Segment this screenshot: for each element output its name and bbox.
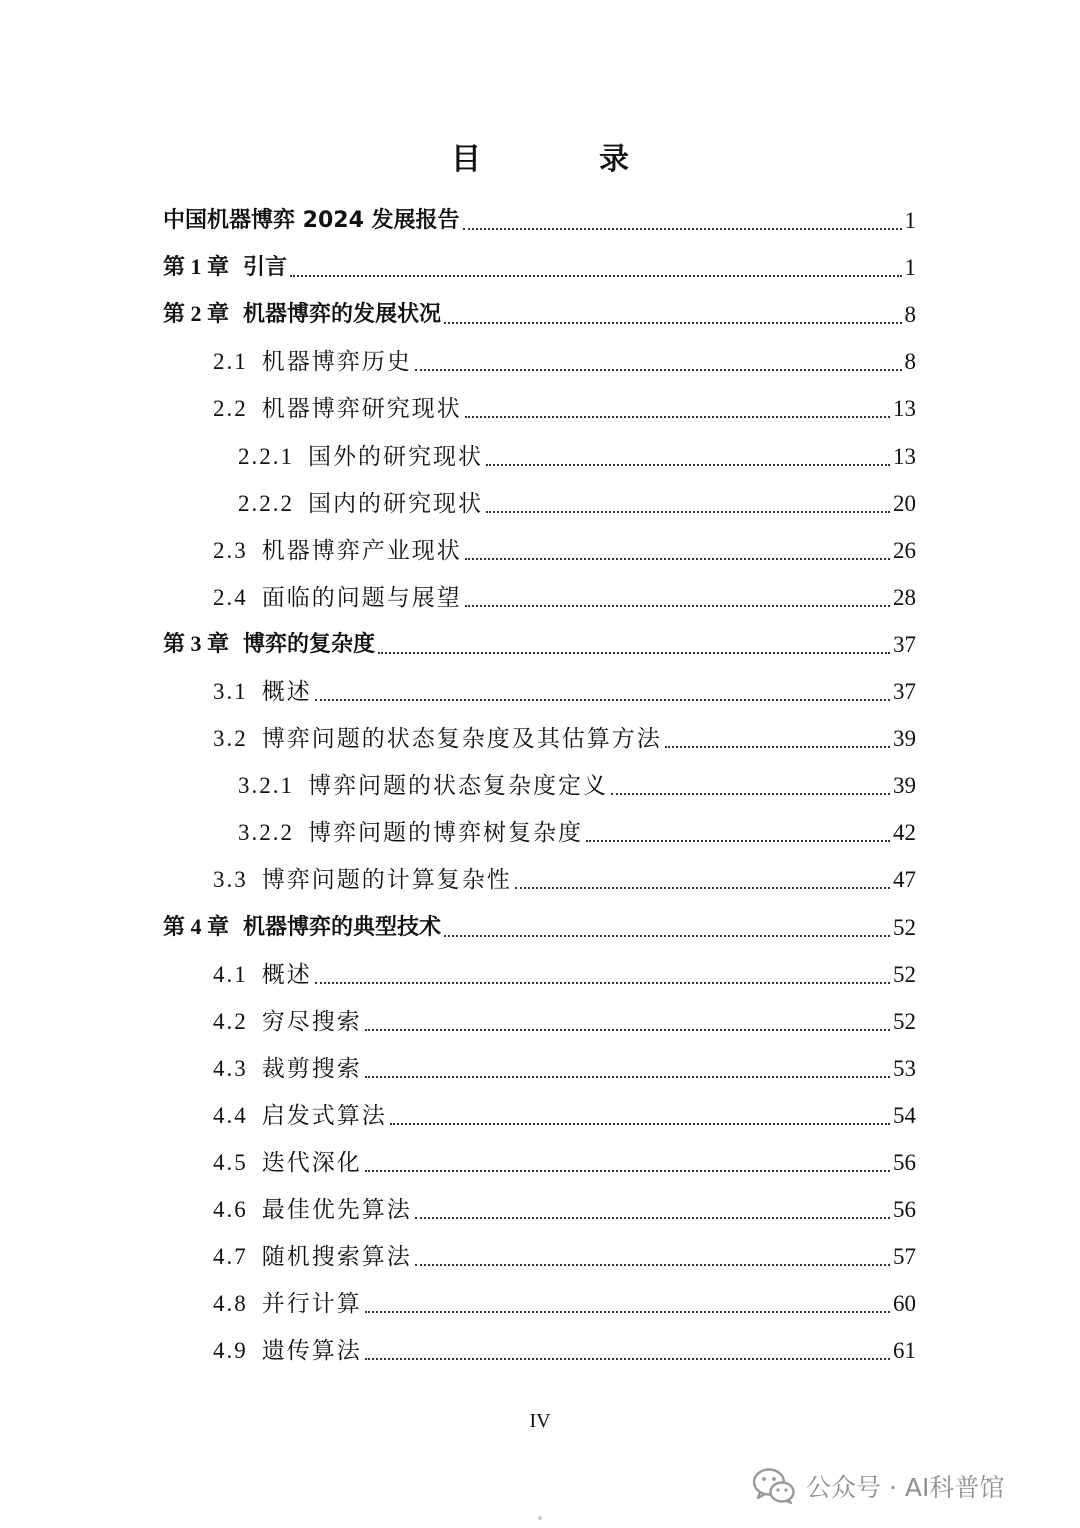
toc-entry-page: 60 [893, 1291, 916, 1317]
toc-entry[interactable] [238, 761, 916, 805]
toc-entry-page: 52 [893, 1008, 916, 1034]
toc-entry-page: 28 [893, 584, 916, 610]
toc-entry-text: 机器博弈研究现状 [261, 396, 462, 423]
toc-dot-leader [290, 274, 901, 277]
toc-entry-number: 4.4 [213, 1102, 248, 1128]
toc-dot-leader [444, 321, 901, 324]
toc-entry-text: 国内的研究现状 [308, 490, 483, 517]
toc-entry[interactable] [163, 903, 916, 947]
toc-entry-page: 42 [893, 820, 916, 846]
toc-dot-leader [315, 698, 890, 701]
toc-dot-leader [415, 1216, 890, 1219]
toc-entry[interactable] [213, 855, 916, 899]
toc-entry[interactable] [213, 1232, 916, 1276]
toc-entry-text: 博弈问题的计算复杂性 [261, 867, 512, 894]
toc-entry[interactable] [213, 997, 916, 1041]
toc-entry-text: 随机搜索算法 [261, 1244, 412, 1271]
toc-entry[interactable] [213, 1138, 916, 1182]
toc-entry-page: 8 [904, 349, 916, 375]
toc-entry-page: 56 [893, 1197, 916, 1223]
toc-entry-number: 第 3 章 [163, 630, 230, 656]
toc-entry[interactable] [163, 243, 916, 287]
toc-entry-label [213, 394, 462, 428]
toc-entry-number: 3.1 [213, 679, 248, 704]
toc-entry[interactable] [238, 432, 916, 476]
toc-entry-label [238, 489, 483, 523]
toc-entry[interactable] [213, 1091, 916, 1135]
toc-entry-page: 52 [893, 961, 916, 987]
toc-entry-text: 中国机器博弈 2024 发展报告 [163, 208, 460, 233]
toc-entry-text: 概述 [261, 961, 312, 988]
toc-entry[interactable] [213, 1185, 916, 1229]
toc-dot-leader [365, 1357, 890, 1360]
toc-entry-text: 穷尽搜索 [261, 1008, 362, 1035]
toc-entry-text: 迭代深化 [261, 1150, 362, 1176]
toc-entry-label [163, 206, 460, 240]
toc-dot-leader [465, 557, 890, 560]
toc-entry-number: 4.3 [213, 1055, 248, 1081]
toc-entry-page: 37 [893, 679, 916, 704]
toc-entry[interactable] [213, 526, 916, 570]
toc-entry-text: 遗传算法 [261, 1338, 362, 1365]
toc-dot-leader [365, 1310, 890, 1313]
toc-dot-leader [463, 227, 902, 230]
toc-entry-label [163, 299, 441, 334]
toc-entry[interactable] [213, 573, 916, 617]
toc-entry-number: 2.4 [213, 584, 248, 610]
toc-entry-label [163, 912, 441, 947]
toc-entry-label [213, 1195, 412, 1229]
toc-entry-page: 39 [893, 726, 916, 752]
toc-dot-leader [365, 1075, 890, 1078]
toc-entry-text: 机器博弈历史 [261, 349, 412, 376]
toc-entry-label [213, 677, 312, 711]
toc-entry-text: 博弈问题的博弈树复杂度 [308, 820, 583, 847]
toc-entry-label [213, 1336, 362, 1370]
toc-entry-label [238, 771, 608, 805]
toc-dot-leader [365, 1169, 890, 1172]
toc-dot-leader [415, 368, 902, 371]
wechat-icon [752, 1466, 796, 1506]
toc-entry-number: 第 2 章 [163, 301, 230, 327]
toc-entry-label [238, 442, 483, 476]
toc-entry[interactable] [213, 667, 916, 711]
toc-dot-leader [665, 745, 890, 748]
toc-entry-number: 4.8 [213, 1291, 248, 1317]
toc-entry-text: 机器博弈的发展状况 [243, 302, 442, 328]
toc-dot-leader [378, 651, 890, 654]
toc-entry-label [213, 724, 662, 758]
toc-entry-label [238, 818, 583, 852]
toc-entry-label [213, 1054, 362, 1088]
toc-entry-text: 裁剪搜索 [261, 1055, 362, 1082]
toc-entry-page: 47 [893, 867, 916, 893]
toc-entry-page: 26 [893, 537, 916, 563]
toc-entry-number: 4.9 [213, 1338, 248, 1364]
toc-entry[interactable] [163, 290, 916, 334]
toc-dot-leader [390, 1122, 890, 1125]
toc-entry-text: 面临的问题与展望 [261, 584, 462, 611]
toc-entry-page: 57 [893, 1244, 916, 1270]
toc-entry-page: 13 [893, 396, 916, 422]
toc-entry-text: 概述 [261, 679, 312, 705]
toc-entry-number: 3.2.2 [238, 820, 294, 846]
toc-entry-number: 2.3 [213, 537, 248, 563]
toc-entry-number: 2.2 [213, 396, 248, 422]
toc-entry[interactable] [238, 479, 916, 523]
toc-dot-leader [465, 604, 890, 607]
toc-dot-leader [486, 463, 890, 466]
toc-entry-label [213, 960, 312, 994]
toc-entry-number: 3.2 [213, 726, 248, 752]
toc-entry-number: 4.6 [213, 1197, 248, 1223]
toc-dot-leader [415, 1263, 890, 1266]
toc-entry-number: 第 1 章 [163, 254, 230, 280]
toc-dot-leader [465, 415, 890, 418]
watermark-text: 公众号 · AI科普馆 [806, 1473, 1005, 1502]
toc-entry-label [213, 583, 462, 617]
toc-entry-number: 4.7 [213, 1244, 248, 1270]
toc-entry-page: 39 [893, 773, 916, 799]
toc-dot-leader [486, 510, 890, 513]
toc-entry-page: 53 [893, 1055, 916, 1081]
toc-entry[interactable] [213, 714, 916, 758]
toc-entry-page: 8 [904, 302, 916, 328]
toc-entry[interactable] [213, 1326, 916, 1370]
toc-entry-label [163, 629, 375, 664]
toc-entry-page: 13 [893, 443, 916, 469]
toc-entry-text: 博弈的复杂度 [243, 631, 376, 657]
toc-entry-number: 2.2.2 [238, 490, 294, 516]
toc-entry-text: 国外的研究现状 [308, 443, 483, 470]
toc-entry[interactable] [213, 1279, 916, 1323]
toc-entry[interactable] [213, 337, 916, 381]
toc-entry-number: 2.1 [213, 349, 248, 375]
toc-dot-leader [586, 839, 890, 842]
toc-entry-number: 第 4 章 [163, 913, 230, 939]
toc-entry-label [163, 252, 287, 287]
toc-entry-number: 3.2.1 [238, 773, 294, 799]
toc-entry-label [213, 1289, 362, 1323]
watermark [752, 1464, 1052, 1508]
toc-entry-label [213, 865, 512, 899]
toc-entry-label [213, 1007, 362, 1041]
toc-entry-label [213, 347, 412, 381]
toc-entry[interactable] [163, 620, 916, 664]
bottom-dot [538, 1516, 542, 1520]
toc-entry-label [213, 1242, 412, 1276]
toc-entry-number: 4.1 [213, 961, 248, 987]
toc-entry[interactable] [213, 1044, 916, 1088]
toc-dot-leader [515, 886, 890, 889]
toc-entry-text: 并行计算 [261, 1291, 362, 1318]
toc-entry[interactable] [238, 808, 916, 852]
page-number: IV [529, 1410, 551, 1432]
toc-entry-number: 2.2.1 [238, 443, 294, 469]
toc-entry[interactable] [163, 196, 916, 240]
toc-entry-page: 56 [893, 1150, 916, 1175]
toc-entry-page: 1 [904, 255, 916, 281]
toc-entry-label [213, 1101, 387, 1135]
toc-entry-number: 4.2 [213, 1008, 248, 1034]
toc-dot-leader [365, 1028, 890, 1031]
toc-dot-leader [315, 981, 890, 984]
toc-entry-number: 4.5 [213, 1150, 248, 1175]
toc-entry-text: 博弈问题的状态复杂度及其估算方法 [261, 726, 662, 753]
toc-entry-page: 37 [893, 631, 916, 657]
toc-dot-leader [444, 934, 890, 937]
toc-entry-label [213, 1148, 362, 1182]
toc-title: 目 录 [451, 142, 673, 177]
toc-entry-page: 61 [893, 1338, 916, 1364]
toc-entry-text: 启发式算法 [261, 1102, 387, 1129]
toc-entry-label [213, 536, 462, 570]
toc-entry-text: 机器博弈的典型技术 [243, 914, 442, 940]
toc-entry-text: 机器博弈产业现状 [261, 537, 462, 564]
toc-entry-text: 最佳优先算法 [261, 1197, 412, 1224]
toc-entry-number: 3.3 [213, 867, 248, 893]
toc-entry-text: 博弈问题的状态复杂度定义 [308, 773, 608, 800]
toc-entry-page: 1 [904, 208, 916, 233]
toc-entry-page: 54 [893, 1102, 916, 1128]
toc-entry-text: 引言 [243, 255, 288, 281]
toc-entry[interactable] [213, 950, 916, 994]
toc-entry-page: 52 [893, 914, 916, 940]
toc-entry-page: 20 [893, 490, 916, 516]
toc-entry[interactable] [213, 384, 916, 428]
toc-dot-leader [611, 792, 890, 795]
